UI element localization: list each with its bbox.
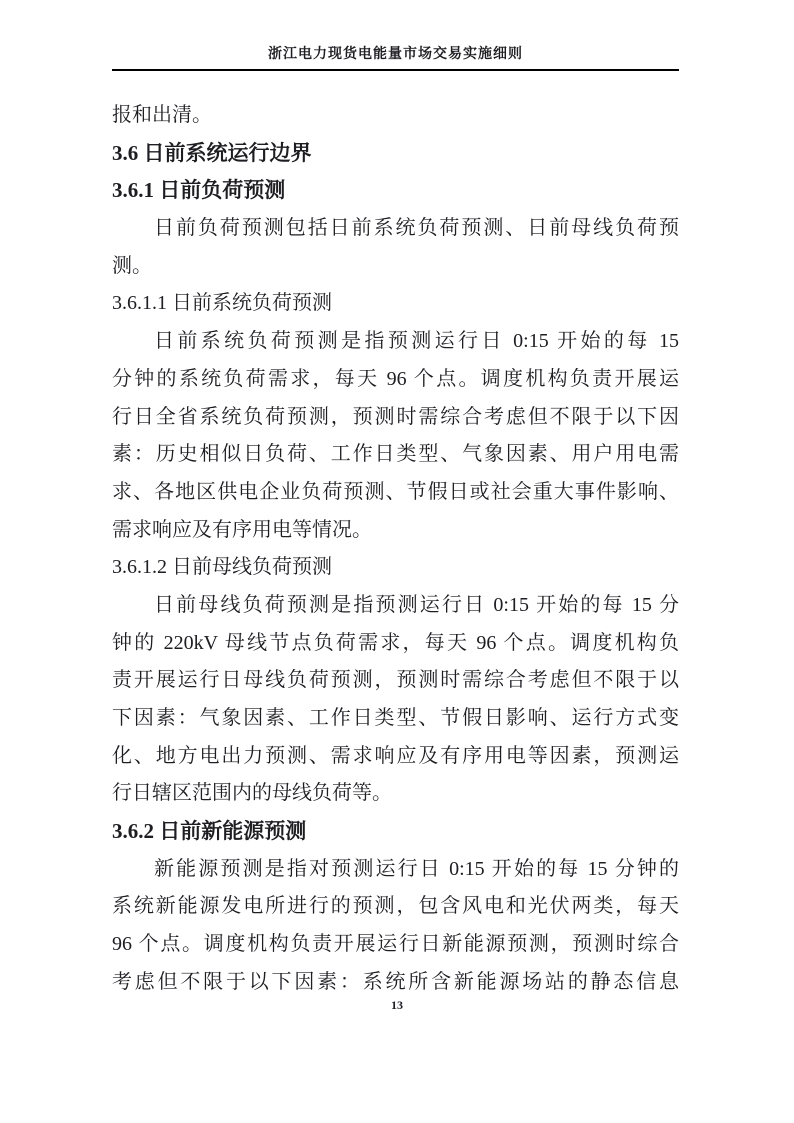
paragraph-line: 责开展运行日母线负荷预测，预测时需综合考虑但不限于以 <box>112 669 679 692</box>
paragraph-line: 日前负荷预测包括日前系统负荷预测、日前母线负荷预 <box>154 217 679 240</box>
section-heading: 3.6.1 日前负荷预测 <box>112 178 286 203</box>
paragraph-line: 下因素：气象因素、工作日类型、节假日影响、运行方式变 <box>112 707 679 729</box>
paragraph-line: 钟的 220kV 母线节点负荷需求，每天 96 个点。调度机构负 <box>112 631 679 654</box>
section-heading: 3.6 日前系统运行边界 <box>112 140 312 165</box>
paragraph-line: 日前母线负荷预测是指预测运行日 0:15 开始的每 15 分 <box>154 593 679 616</box>
paragraph-line: 化、地方电出力预测、需求响应及有序用电等因素，预测运 <box>112 744 679 767</box>
paragraph-line: 测。 <box>112 254 152 277</box>
page-footer <box>0 996 794 1014</box>
section-heading: 3.6.1.2 日前母线负荷预测 <box>112 556 332 579</box>
page-header <box>112 46 679 71</box>
paragraph-line: 需求响应及有序用电等情况。 <box>112 518 372 541</box>
paragraph-line: 素：历史相似日负荷、工作日类型、气象因素、用户用电需 <box>112 443 679 466</box>
paragraph-line: 报和出清。 <box>112 104 212 126</box>
paragraph-line: 96 个点。调度机构负责开展运行日新能源预测，预测时综合 <box>112 933 679 956</box>
paragraph-line: 求、各地区供电企业负荷预测、节假日或社会重大事件影响、 <box>112 480 679 503</box>
header-divider <box>112 69 679 71</box>
paragraph-line: 考虑但不限于以下因素：系统所含新能源场站的静态信息 <box>112 970 679 993</box>
section-heading: 3.6.1.1 日前系统负荷预测 <box>112 292 332 315</box>
paragraph-line: 系统新能源发电所进行的预测，包含风电和光伏两类，每天 <box>112 895 679 918</box>
section-heading: 3.6.2 日前新能源预测 <box>112 819 307 844</box>
document-body <box>112 97 679 1002</box>
page-number: 13 <box>391 998 403 1012</box>
paragraph-line: 日前系统负荷预测是指预测运行日 0:15 开始的每 15 <box>154 330 679 353</box>
paragraph-line: 分钟的系统负荷需求，每天 96 个点。调度机构负责开展运 <box>112 367 679 390</box>
paragraph-line: 新能源预测是指对预测运行日 0:15 开始的每 15 分钟的 <box>154 857 679 880</box>
running-header-title: 浙江电力现货电能量市场交易实施细则 <box>268 47 523 62</box>
paragraph-line: 行日辖区范围内的母线负荷等。 <box>112 782 392 805</box>
paragraph-line: 行日全省系统负荷预测，预测时需综合考虑但不限于以下因 <box>112 405 679 428</box>
